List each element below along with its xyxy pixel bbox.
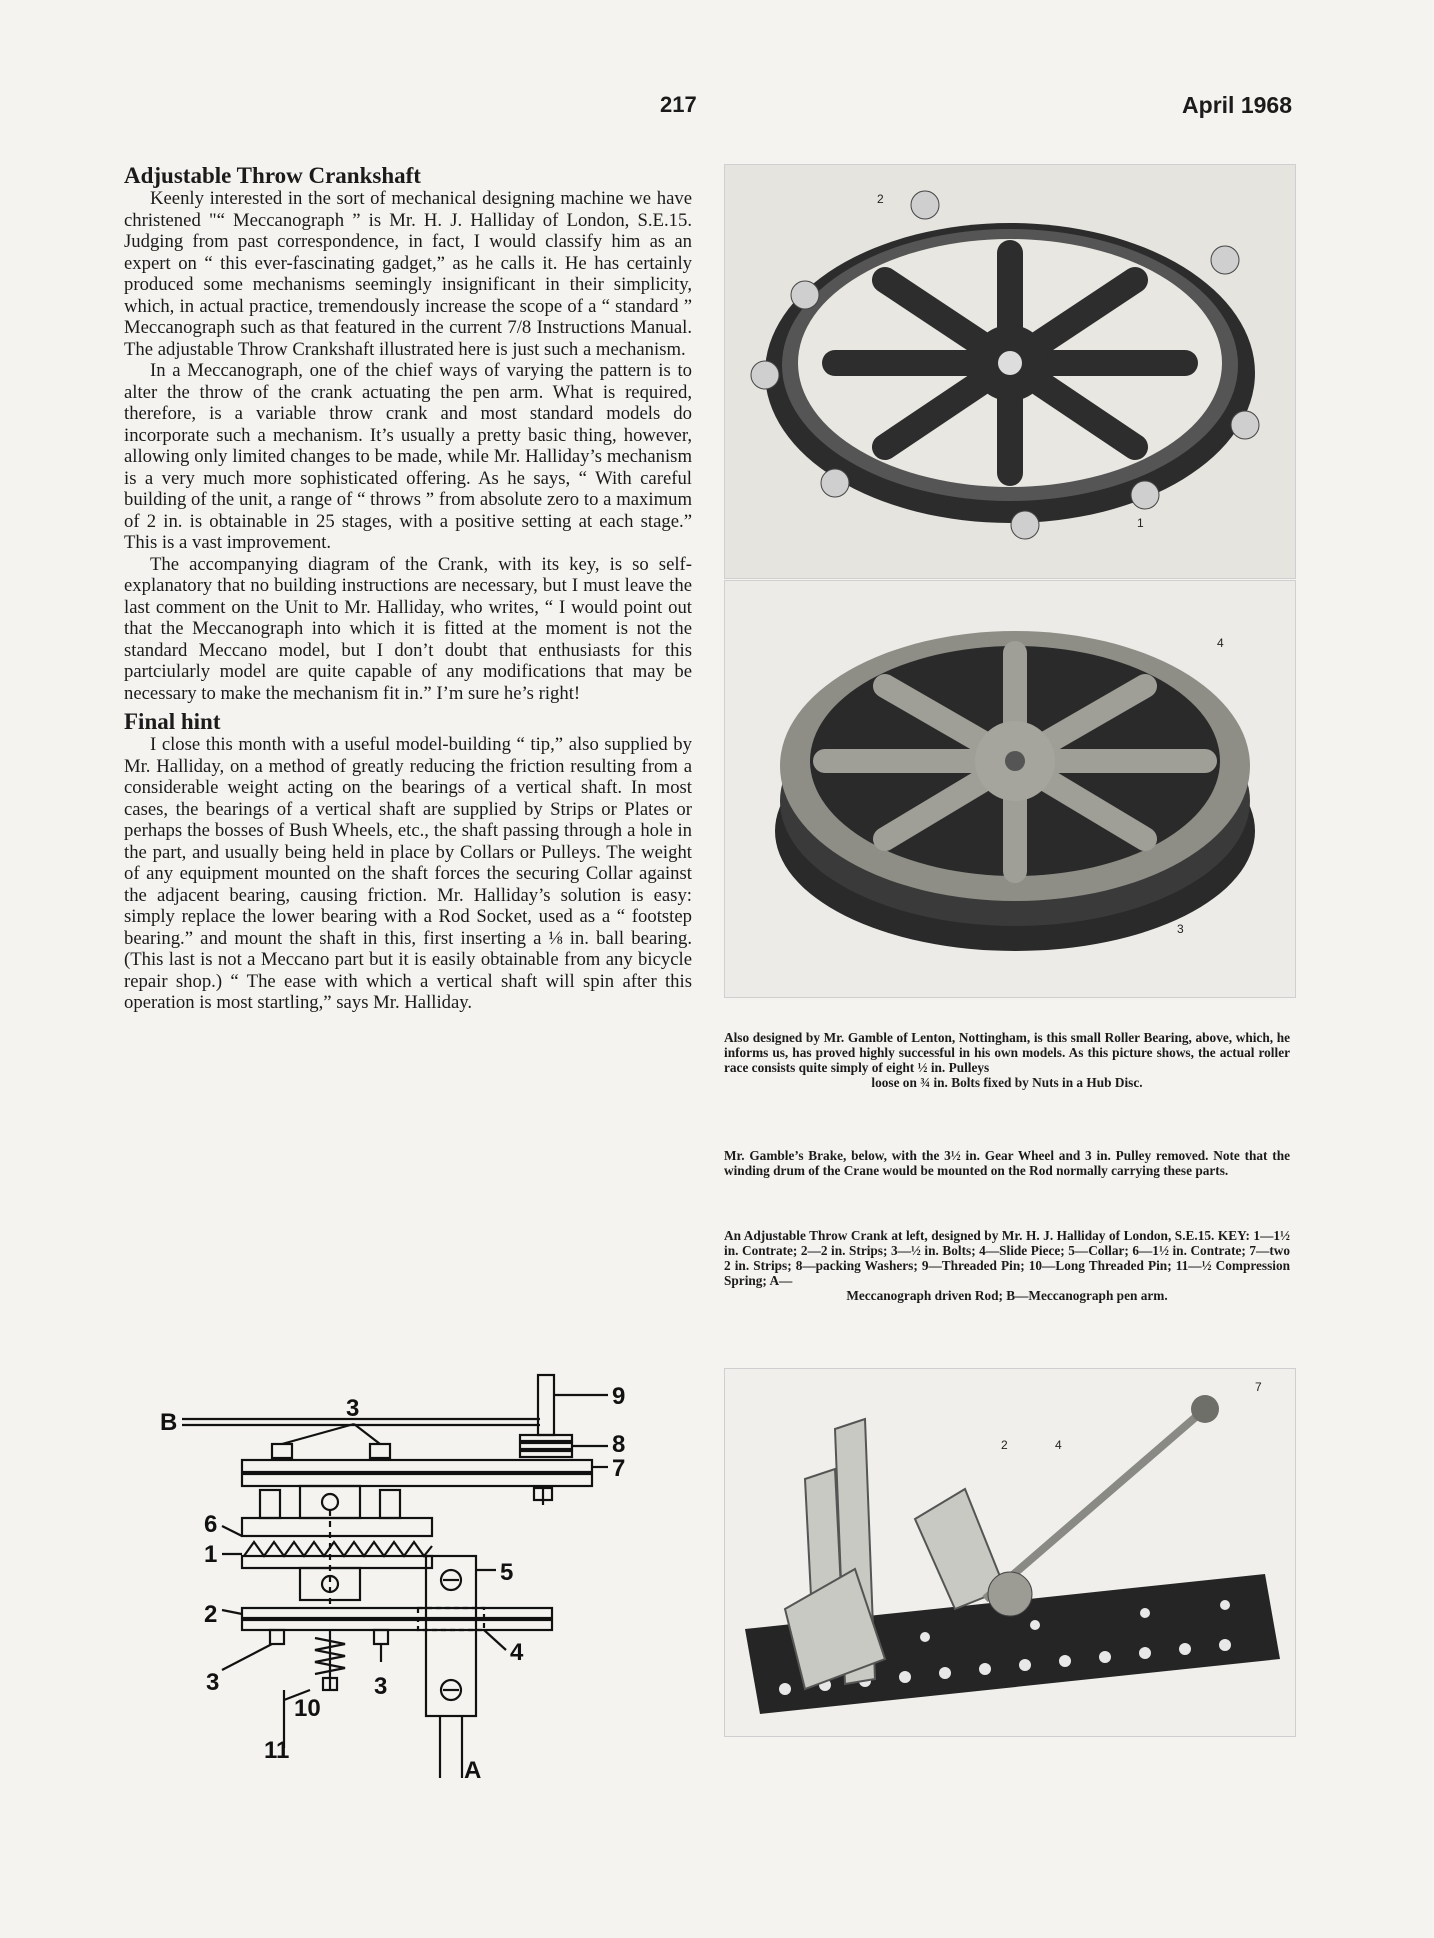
diagram-label-3-left: 3 [206,1669,220,1696]
bearing-label-2: 2 [877,192,884,206]
article-paragraph-1: Keenly interested in the sort of mechanical designing machine we have christened "“ Meccanograph ” is Mr. H. J. Halliday of London, S.E.15. Judging from past correspondence, in fact, I would classify him as an expert on “ this ever-fascinating gadget,” as he calls it. He has certainly produced some mechanisms seemingly insignificant in their simplicity, which, in actual practice, tremendously increase the scope of a “ standard ” Meccanograph such as that featured in the current 7/8 Instructions Manual. The adjustable Throw Crankshaft illustrated here is just such a mechanism. [124,188,692,360]
diagram-label-5: 5 [500,1559,514,1586]
diagram-label-10: 10 [294,1695,321,1722]
diagram-label-1: 1 [204,1541,218,1568]
crank-caption [724,1228,1290,1303]
page-number: 217 [660,92,697,117]
adjustable-crank-photo [724,1368,1296,1737]
crank-caption-last-line: Meccanograph driven Rod; B—Meccanograph pen arm. [846,1288,1168,1303]
article-heading: Adjustable Throw Crankshaft [124,163,421,188]
bearing-caption [724,1030,1290,1090]
article-paragraph-3: The accompanying diagram of the Crank, with its key, is so self-explanatory that no building instructions are necessary, but I must leave the last comment on the Unit to Mr. Halliday, who writes, “ I would point out that the Meccanograph into which it is fitted at the moment is not the standard Meccano model, but I don’t doubt that enthusiasts for this partciularly model are quite capable of any modifications that may be necessary to make the mechanism fit in.” I’m sure he’s right! [124,553,692,704]
brake-label-3: 3 [1177,922,1184,936]
bearing-caption-text: Also designed by Mr. Gamble of Lenton, Nottingham, is this small Roller Bearing, above, which, he informs us, has proved highly successful in his own models. As this picture shows, the actual roller race consists quite simply of eight ½ in. Pulleys [724,1030,1290,1075]
brake-caption: Mr. Gamble’s Brake, below, with the 3½ in. Gear Wheel and 3 in. Pulley removed. Note that the winding drum of the Crane would be mounted on the Rod normally carrying these parts. [724,1148,1290,1178]
section-heading-final-hint: Final hint [124,709,221,735]
issue-date: April 1968 [1182,92,1292,118]
crank-diagram [160,1360,670,1780]
article-paragraph-2: In a Meccanograph, one of the chief ways of varying the pattern is to alter the throw of the crank actuating the pen arm. What is required, therefore, is a variable throw crank and most standard models do incorporate such a mechanism. It’s usually a pretty basic thing, however, allowing only limited changes to be made, while Mr. Halliday’s mechanism is a very much more sophisticated offering. As he says, “ With careful building of the unit, a range of “ throws ” from absolute zero to a maximum of 2 in. is obtainable in 25 stages, with a positive setting at each stage.” This is a vast improvement. [124,360,692,554]
bearing-caption-last-line: loose on ¾ in. Bolts fixed by Nuts in a Hub Disc. [871,1075,1143,1090]
diagram-label-2: 2 [204,1601,218,1628]
diagram-label-6: 6 [204,1511,218,1538]
crank-photo-label-4: 4 [1055,1438,1062,1452]
diagram-label-8: 8 [612,1431,626,1458]
diagram-label-7: 7 [612,1455,626,1482]
diagram-label-3-bottom: 3 [374,1673,388,1700]
roller-bearing-photo [724,164,1296,579]
diagram-label-3-top: 3 [346,1395,360,1422]
diagram-label-4: 4 [510,1639,524,1666]
crank-photo-label-2: 2 [1001,1438,1008,1452]
crank-caption-text: An Adjustable Throw Crank at left, designed by Mr. H. J. Halliday of London, S.E.15. KEY: 1—1½ in. Contrate; 2—2 in. Strips; 3—½ in. Bolts; 4—Slide Piece; 5—Collar; 6—1½ in. Contrate; 7—two 2 in. Strips; 8—packing Washers; 9—Threaded Pin; 10—Long Threaded Pin; 11—½ Compression Spring; A— [724,1228,1290,1288]
bearing-label-1: 1 [1137,516,1144,530]
diagram-label-a: A [464,1757,482,1780]
crank-photo-label-7: 7 [1255,1380,1262,1394]
article-column [124,164,692,1014]
diagram-label-11: 11 [264,1737,290,1764]
brake-photo [724,580,1296,998]
article-paragraph-4: I close this month with a useful model-building “ tip,” also supplied by Mr. Halliday, on a method of greatly reducing the friction resulting from a considerable weight acting on the bearings of a vertical shaft. In most cases, the bearings of a vertical shaft are supplied by Strips or Plates or perhaps the bosses of Bush Wheels, etc., the shaft passing through a hole in the part, and usually being held in place by Collars or Pulleys. The weight of any equipment mounted on the shaft forces the securing Collar against the adjacent bearing, causing friction. Mr. Halliday’s solution is easy: simply replace the lower bearing with a Rod Socket, used as a “ footstep bearing.” and mount the shaft in this, first inserting a ⅛ in. ball bearing. (This last is not a Meccano part but it is easily obtainable from any bicycle repair shop.) “ The ease with which a vertical shaft will spin after this operation is most startling,” says Mr. Halliday. [124,734,692,1014]
brake-label-4: 4 [1217,636,1224,650]
diagram-label-b: B [160,1409,178,1436]
diagram-label-9: 9 [612,1383,626,1410]
